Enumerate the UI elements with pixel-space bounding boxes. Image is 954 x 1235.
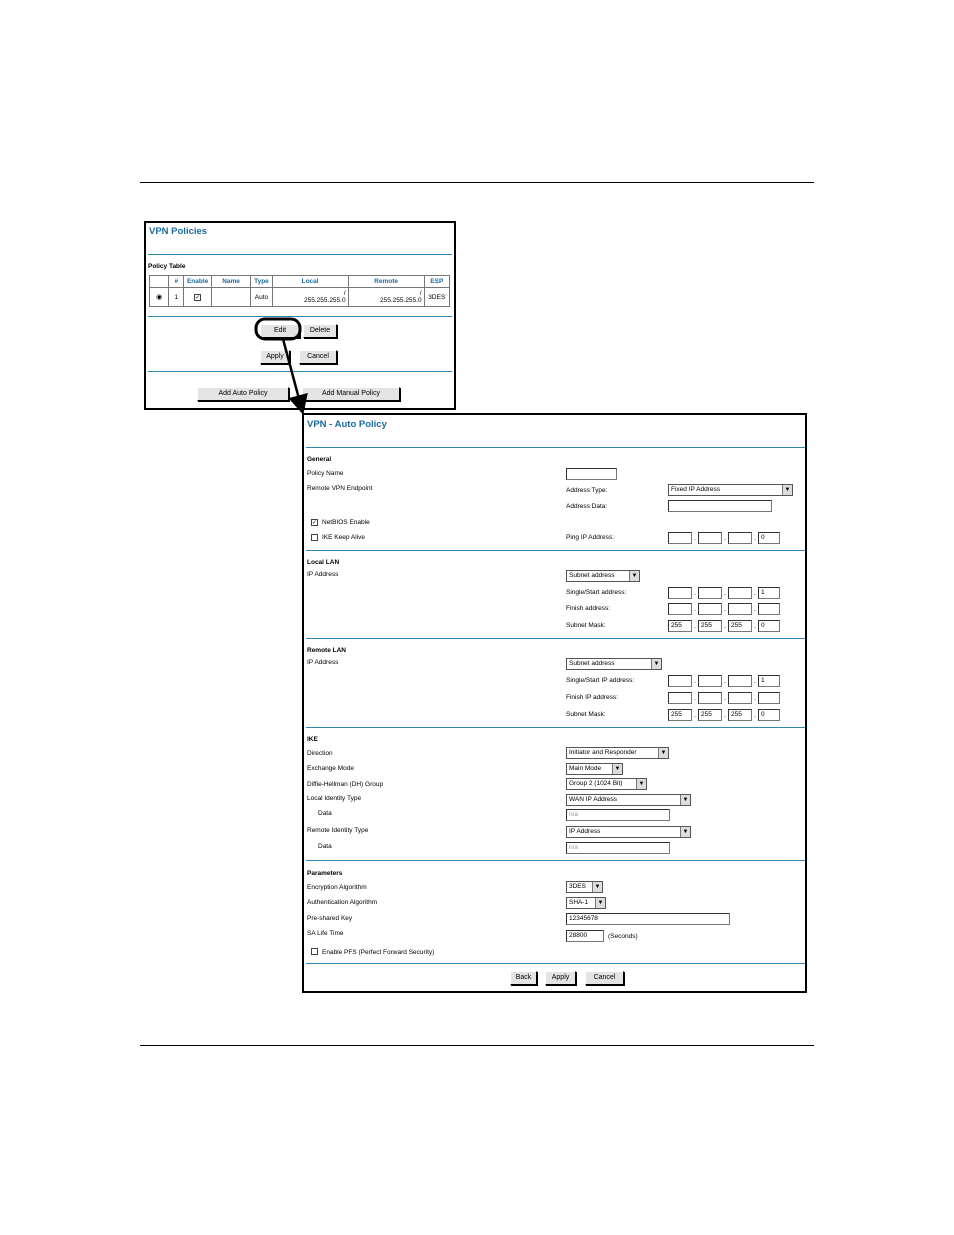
cancel-auto-button[interactable]: Cancel — [585, 971, 624, 985]
sa-lifetime-input[interactable]: 28800 — [566, 930, 604, 942]
netbios-checkbox[interactable]: ✓ — [312, 520, 318, 526]
local-start-octet-3[interactable] — [728, 587, 752, 599]
encryption-select[interactable]: 3DES ▼ — [566, 881, 603, 893]
divider — [306, 638, 805, 639]
remote-lan-heading: Remote LAN — [307, 647, 347, 654]
col-remote: Remote — [348, 276, 424, 288]
page-title: VPN Policies — [149, 226, 208, 237]
dh-group-label: Diffie-Hellman (DH) Group — [307, 781, 384, 788]
chevron-down-icon: ▼ — [651, 659, 661, 669]
pfs-checkbox[interactable] — [311, 948, 318, 955]
vpn-auto-policy-panel — [302, 413, 807, 993]
exchange-mode-label: Exchange Mode — [307, 765, 354, 772]
octet-separator: . — [754, 623, 756, 630]
local-start-octet-2[interactable] — [698, 587, 722, 599]
divider — [306, 727, 805, 728]
remote-finish-label: Finish IP address: — [566, 694, 618, 701]
octet-separator: . — [754, 535, 756, 542]
octet-separator: . — [724, 590, 726, 597]
netbios-label: NetBIOS Enable — [322, 519, 370, 526]
address-type-select[interactable]: Fixed IP Address ▼ — [668, 484, 793, 496]
octet-separator: . — [724, 623, 726, 630]
ping-octet-1[interactable] — [668, 532, 692, 544]
local-ip-type-select[interactable]: Subnet address ▼ — [566, 570, 640, 582]
octet-separator: . — [724, 678, 726, 685]
col-type: Type — [251, 276, 272, 288]
local-mask-label: Subnet Mask: — [566, 622, 606, 629]
row-num: 1 — [169, 288, 184, 307]
remote-finish-octet-3[interactable] — [728, 692, 752, 704]
remote-ip-label: IP Address — [307, 659, 339, 666]
edit-button[interactable]: Edit — [260, 324, 300, 338]
local-identity-label: Local Identity Type — [307, 795, 362, 802]
local-finish-octet-1[interactable] — [668, 603, 692, 615]
apply-auto-button[interactable]: Apply — [545, 971, 576, 985]
remote-mask-octet-4[interactable]: 0 — [758, 709, 780, 721]
remote-start-octet-2[interactable] — [698, 675, 722, 687]
policy-table-title: Policy Table — [148, 263, 186, 270]
octet-separator: . — [694, 712, 696, 719]
exchange-mode-select[interactable]: Main Mode ▼ — [566, 763, 623, 775]
local-mask-octet-4[interactable]: 0 — [758, 620, 780, 632]
policy-name-input[interactable] — [566, 468, 617, 480]
octet-separator: . — [754, 606, 756, 613]
add-manual-policy-button[interactable]: Add Manual Policy — [302, 387, 400, 401]
local-data-label: Data — [318, 810, 332, 817]
col-num: # — [169, 276, 184, 288]
row-type: Auto — [251, 288, 272, 307]
row-remote: / 255.255.255.0 — [348, 288, 424, 307]
remote-mask-label: Subnet Mask: — [566, 711, 606, 718]
row-radio[interactable]: ◉ — [150, 288, 169, 307]
col-name: Name — [211, 276, 251, 288]
address-type-label: Address Type: — [566, 487, 608, 494]
octet-separator: . — [694, 535, 696, 542]
divider — [306, 860, 805, 861]
remote-ip-type-select[interactable]: Subnet address ▼ — [566, 658, 662, 670]
remote-start-label: Single/Start IP address: — [566, 677, 635, 684]
sa-lifetime-label: SA Life Time — [307, 930, 344, 937]
remote-start-octet-3[interactable] — [728, 675, 752, 687]
col-esp: ESP — [424, 276, 449, 288]
octet-separator: . — [694, 590, 696, 597]
sa-lifetime-unit: (Seconds) — [608, 933, 638, 940]
chevron-down-icon: ▼ — [629, 571, 639, 581]
psk-input[interactable]: 12345678 — [566, 913, 730, 925]
remote-identity-label: Remote Identity Type — [307, 827, 369, 834]
local-mask-octet-3[interactable]: 255 — [728, 620, 752, 632]
octet-separator: . — [754, 712, 756, 719]
auto-policy-title: VPN - Auto Policy — [307, 419, 387, 430]
ping-octet-4[interactable]: 0 — [758, 532, 780, 544]
address-data-label: Address Data: — [566, 503, 608, 510]
pfs-label: Enable PFS (Perfect Forward Security) — [322, 949, 435, 956]
remote-finish-octet-1[interactable] — [668, 692, 692, 704]
ping-octet-2[interactable] — [698, 532, 722, 544]
ike-heading: IKE — [307, 736, 318, 743]
direction-label: Direction — [307, 750, 333, 757]
address-data-input[interactable] — [668, 500, 772, 512]
parameters-heading: Parameters — [307, 870, 343, 877]
octet-separator: . — [694, 623, 696, 630]
chevron-down-icon: ▼ — [680, 827, 690, 837]
octet-separator: . — [724, 535, 726, 542]
local-identity-select[interactable]: WAN IP Address ▼ — [566, 794, 691, 806]
col-local: Local — [272, 276, 348, 288]
local-lan-heading: Local LAN — [307, 559, 340, 566]
ike-keepalive-checkbox[interactable] — [311, 534, 318, 541]
chevron-down-icon: ▼ — [636, 779, 646, 789]
psk-label: Pre-shared Key — [307, 915, 353, 922]
divider — [306, 963, 805, 964]
octet-separator: . — [754, 695, 756, 702]
remote-identity-select[interactable]: IP Address ▼ — [566, 826, 691, 838]
chevron-down-icon: ▼ — [658, 748, 668, 758]
remote-data-label: Data — [318, 843, 332, 850]
encryption-label: Encryption Algorithm — [307, 884, 367, 891]
local-mask-octet-1[interactable]: 255 — [668, 620, 692, 632]
local-mask-octet-2[interactable]: 255 — [698, 620, 722, 632]
local-ip-label: IP Address — [307, 571, 339, 578]
authentication-select[interactable]: SHA-1 ▼ — [566, 897, 606, 909]
authentication-label: Authentication Algorithm — [307, 899, 378, 906]
dh-group-select[interactable]: Group 2 (1024 Bit) ▼ — [566, 778, 647, 790]
row-esp: 3DES — [424, 288, 449, 307]
remote-mask-octet-2[interactable]: 255 — [698, 709, 722, 721]
col-enable: Enable — [184, 276, 211, 288]
remote-endpoint-label: Remote VPN Endpoint — [307, 485, 373, 492]
remote-mask-octet-3[interactable]: 255 — [728, 709, 752, 721]
row-local: / 255.255.255.0 — [272, 288, 348, 307]
remote-data-input[interactable]: n/a — [566, 842, 670, 854]
local-finish-octet-2[interactable] — [698, 603, 722, 615]
local-data-input[interactable]: n/a — [566, 809, 670, 821]
policy-name-label: Policy Name — [307, 470, 344, 477]
local-start-octet-1[interactable] — [668, 587, 692, 599]
row-enable-checkbox[interactable]: ✓ — [184, 288, 211, 307]
back-button[interactable]: Back — [510, 971, 537, 985]
apply-button[interactable]: Apply — [260, 350, 290, 364]
ping-octet-3[interactable] — [728, 532, 752, 544]
general-heading: General — [307, 456, 332, 463]
chevron-down-icon: ▼ — [612, 764, 622, 774]
octet-separator: . — [754, 590, 756, 597]
remote-mask-octet-1[interactable]: 255 — [668, 709, 692, 721]
chevron-down-icon: ▼ — [595, 898, 605, 908]
divider — [306, 447, 805, 448]
direction-select[interactable]: Initiator and Responder ▼ — [566, 747, 669, 759]
octet-separator: . — [724, 606, 726, 613]
local-start-label: Single/Start address: — [566, 589, 627, 596]
remote-finish-octet-2[interactable] — [698, 692, 722, 704]
local-finish-octet-3[interactable] — [728, 603, 752, 615]
chevron-down-icon: ▼ — [680, 795, 690, 805]
ping-ip-label: Ping IP Address: — [566, 534, 614, 541]
cancel-button[interactable]: Cancel — [299, 350, 337, 364]
divider — [306, 550, 805, 551]
octet-separator: . — [694, 678, 696, 685]
chevron-down-icon: ▼ — [592, 882, 602, 892]
delete-button[interactable]: Delete — [303, 324, 337, 338]
remote-start-octet-4[interactable]: 1 — [758, 675, 780, 687]
octet-separator: . — [694, 606, 696, 613]
local-start-octet-4[interactable]: 1 — [758, 587, 780, 599]
remote-start-octet-1[interactable] — [668, 675, 692, 687]
octet-separator: . — [724, 712, 726, 719]
remote-finish-octet-4[interactable] — [758, 692, 780, 704]
ike-keepalive-label: IKE Keep Alive — [322, 534, 365, 541]
octet-separator: . — [694, 695, 696, 702]
local-finish-label: Finish address: — [566, 605, 611, 612]
octet-separator: . — [754, 678, 756, 685]
octet-separator: . — [724, 695, 726, 702]
chevron-down-icon: ▼ — [782, 485, 792, 495]
add-auto-policy-button[interactable]: Add Auto Policy — [197, 387, 289, 401]
local-finish-octet-4[interactable] — [758, 603, 780, 615]
